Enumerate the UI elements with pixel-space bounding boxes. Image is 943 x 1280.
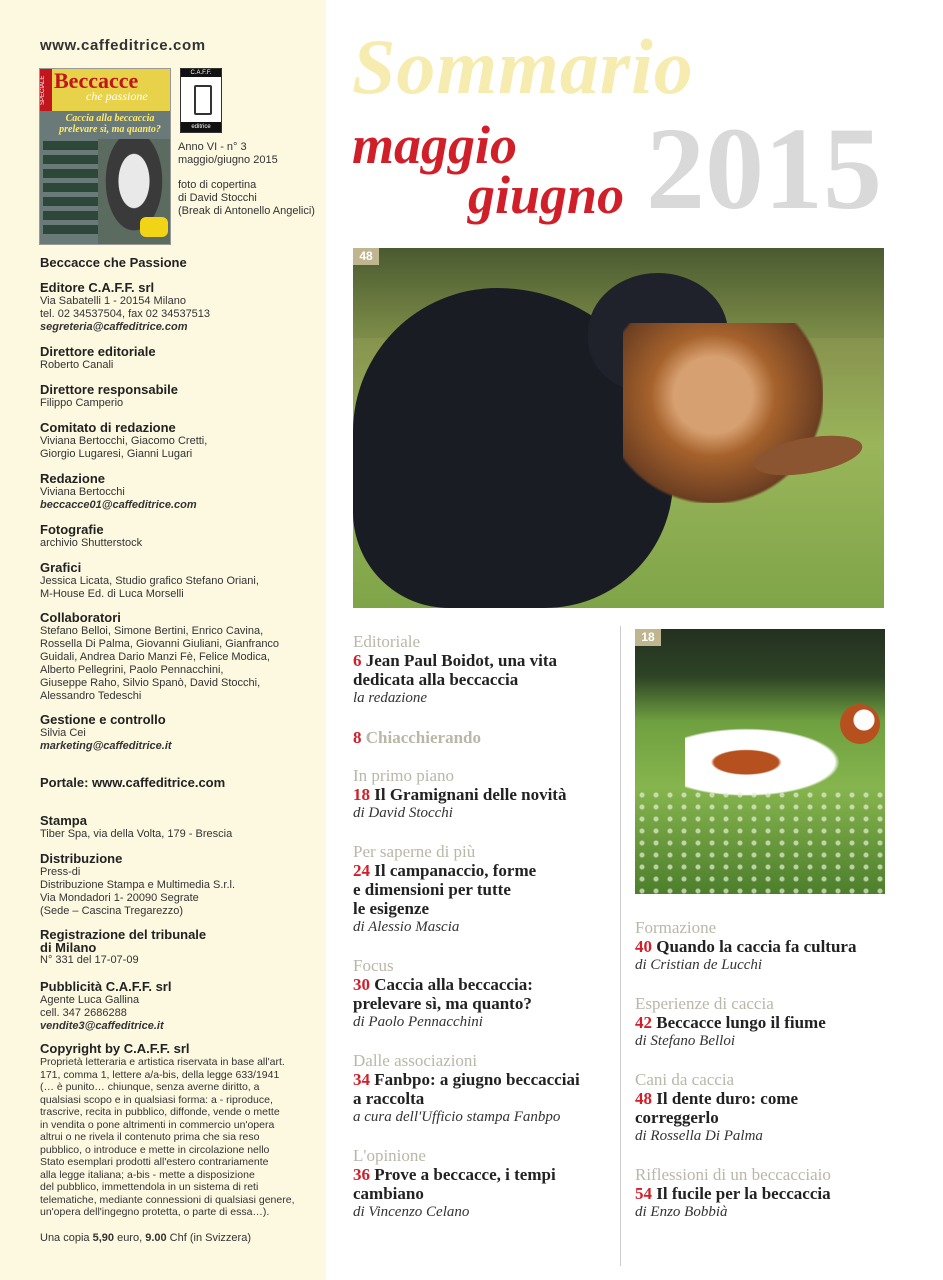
toc-title: Quando la caccia fa cultura bbox=[656, 937, 857, 956]
price-chf: 9.00 bbox=[145, 1232, 167, 1244]
gestione-name: Silvia Cei bbox=[40, 727, 86, 739]
toc-entry[interactable] bbox=[635, 918, 935, 975]
distribuzione-line: Distribuzione Stampa e Multimedia S.r.l. bbox=[40, 879, 236, 891]
toc-section: In primo piano bbox=[353, 766, 455, 785]
toc-title: Il Gramignani delle novità bbox=[374, 785, 567, 804]
main-photo-dog-with-fox bbox=[353, 248, 884, 608]
toc-page-number: 30 bbox=[353, 975, 370, 994]
stampa-block bbox=[40, 813, 320, 841]
cover-bullet bbox=[43, 211, 98, 220]
comitato-line: Viviana Bertocchi, Giacomo Cretti, bbox=[40, 435, 208, 447]
gestione-block bbox=[40, 712, 320, 753]
copyright-line: qualsiasi scopo e in qualsiasi forma: a - riproduce, bbox=[40, 1093, 273, 1106]
toc-entry[interactable] bbox=[353, 956, 618, 1032]
copyright-line: del pubblico, immettendola in un sistema di reti bbox=[40, 1181, 259, 1193]
cover-headline: Caccia alla beccaccia prelevare sì, ma quanto? bbox=[59, 113, 161, 135]
collaboratori-line: Rossella Di Palma, Giovanni Giuliani, Gianfranco bbox=[40, 638, 280, 650]
toc-page-number: 48 bbox=[635, 1089, 652, 1108]
copyright-text bbox=[40, 1056, 320, 1219]
dir-responsabile-head: Direttore responsabile bbox=[40, 382, 178, 397]
copyright-block bbox=[40, 1041, 320, 1219]
collaboratori-line: Giuseppe Raho, Silvio Spanò, David Stocchi, bbox=[40, 677, 261, 689]
toc-title: cambiano bbox=[353, 1184, 424, 1203]
copyright-line: Stato esemplari prodotti all'estero contrariamente bbox=[40, 1156, 269, 1168]
toc-title: Il fucile per la beccaccia bbox=[656, 1184, 831, 1203]
toc-author: di Alessio Mascia bbox=[353, 919, 460, 935]
registrazione-number: N° 331 del 17-07-09 bbox=[40, 954, 139, 966]
side-photo-pointer-dog bbox=[635, 629, 885, 894]
sommario-title: Sommario bbox=[352, 23, 694, 110]
toc-title: e dimensioni per tutte bbox=[353, 880, 511, 899]
toc-author: la redazione bbox=[353, 690, 428, 706]
toc-title: Jean Paul Boidot, una vita bbox=[365, 651, 558, 670]
toc-title: a raccolta bbox=[353, 1089, 425, 1108]
toc-title: Prove a beccacce, i tempi bbox=[374, 1165, 556, 1184]
issue-date: maggio/giugno 2015 bbox=[178, 154, 278, 166]
column-divider bbox=[620, 626, 621, 1266]
price-euro-unit: euro, bbox=[114, 1232, 146, 1244]
price-chf-unit: Chf (in Svizzera) bbox=[166, 1232, 251, 1244]
cover-credit-author: di David Stocchi bbox=[178, 192, 257, 204]
distribuzione-line: Press-di bbox=[40, 866, 81, 878]
toc-entry[interactable] bbox=[353, 1146, 618, 1222]
collaboratori-line: Stefano Belloi, Simone Bertini, Enrico Cavina, bbox=[40, 625, 264, 637]
cover-bullet bbox=[43, 225, 98, 234]
price-line bbox=[40, 1232, 320, 1245]
editore-block bbox=[40, 280, 320, 334]
magazine-title-text: Beccacce che Passione bbox=[40, 255, 187, 270]
toc-page-number: 34 bbox=[353, 1070, 370, 1089]
comitato-block bbox=[40, 420, 320, 461]
month-giugno: giugno bbox=[468, 165, 625, 225]
redazione-block bbox=[40, 471, 320, 512]
copyright-head: Copyright by C.A.F.F. srl bbox=[40, 1041, 190, 1056]
toc-entry[interactable] bbox=[353, 842, 618, 937]
distribuzione-line: (Sede – Cascina Tregarezzo) bbox=[40, 905, 184, 917]
collaboratori-line: Alberto Pellegrini, Paolo Pennacchini, bbox=[40, 664, 224, 676]
fotografie-source: archivio Shutterstock bbox=[40, 537, 143, 549]
registrazione-head: Registrazione del tribunale bbox=[40, 927, 207, 942]
toc-section: Riflessioni di un beccacciaio bbox=[635, 1165, 831, 1184]
toc-title: dedicata alla beccaccia bbox=[353, 670, 519, 689]
toc-section: Esperienze di caccia bbox=[635, 994, 774, 1013]
fotografie-block bbox=[40, 522, 320, 550]
redazione-email[interactable]: beccacce01@caffeditrice.com bbox=[40, 499, 197, 511]
toc-entry[interactable] bbox=[635, 994, 935, 1051]
editore-address: Via Sabatelli 1 - 20154 Milano bbox=[40, 295, 186, 307]
toc-entry[interactable] bbox=[353, 728, 618, 747]
dir-editoriale-block bbox=[40, 344, 320, 372]
toc-entry[interactable] bbox=[635, 1165, 935, 1222]
caff-logo bbox=[180, 68, 222, 133]
masthead-column bbox=[0, 0, 326, 1280]
collaboratori-line: Guidali, Andrea Dario Manzi Fè, Felice Modica, bbox=[40, 651, 270, 663]
dir-editoriale-head: Direttore editoriale bbox=[40, 344, 156, 359]
dir-responsabile-block bbox=[40, 382, 320, 410]
registrazione-head: di Milano bbox=[40, 940, 97, 955]
comitato-line: Giorgio Lugaresi, Gianni Lugari bbox=[40, 448, 193, 460]
pubblicita-agent: Agente Luca Gallina bbox=[40, 994, 140, 1006]
cover-bullet bbox=[43, 197, 98, 206]
logo-bottom-text: editrice bbox=[181, 122, 221, 132]
side-photo-page-badge: 18 bbox=[635, 629, 661, 646]
gestione-email[interactable]: marketing@caffeditrice.it bbox=[40, 740, 172, 752]
toc-title: Fanbpo: a giugno beccacciai bbox=[374, 1070, 580, 1089]
cover-bullet bbox=[43, 141, 98, 150]
copyright-line: Proprietà letteraria e artistica riservata in base all'art. bbox=[40, 1056, 285, 1068]
cover-side-tag: SPECIALE bbox=[40, 69, 52, 111]
toc-author: di David Stocchi bbox=[353, 805, 453, 821]
collaboratori-block bbox=[40, 610, 320, 703]
dir-editoriale-name: Roberto Canali bbox=[40, 359, 114, 371]
toc-page-number: 40 bbox=[635, 937, 652, 956]
copyright-line: trascrive, recita in pubblico, diffonde, vende o mette bbox=[40, 1106, 280, 1118]
copyright-line: 171, comma 1, lettere a/a-bis, della legge 633/1941 bbox=[40, 1068, 280, 1081]
issue-number: Anno VI - n° 3 bbox=[178, 141, 247, 153]
toc-title: Beccacce lungo il fiume bbox=[656, 1013, 826, 1032]
copyright-line: (… è punito… chiunque, senza averne diritto, a bbox=[40, 1081, 260, 1093]
toc-title: prelevare sì, ma quanto? bbox=[353, 994, 532, 1013]
stampa-head: Stampa bbox=[40, 813, 87, 828]
copyright-line: alla legge italiana; a-bis - mette a disposizione bbox=[40, 1168, 255, 1181]
copyright-line: in vendita o pone altrimenti in commercio un'opera bbox=[40, 1118, 275, 1131]
copyright-line: telematiche, mediante connessioni di qualsiasi genere, bbox=[40, 1193, 295, 1206]
toc-page-number: 54 bbox=[635, 1184, 652, 1203]
photo-pointer-body bbox=[685, 721, 860, 796]
main-photo-page-badge: 48 bbox=[353, 248, 379, 265]
toc-page-number: 8 bbox=[353, 728, 362, 747]
pubblicita-email[interactable]: vendite3@caffeditrice.it bbox=[40, 1020, 164, 1032]
toc-page-number: 6 bbox=[353, 651, 362, 670]
toc-section: Cani da caccia bbox=[635, 1070, 735, 1089]
photo-clover-field bbox=[635, 789, 885, 894]
website-url[interactable]: www.caffeditrice.com bbox=[40, 37, 206, 54]
toc-page-number: 24 bbox=[353, 861, 370, 880]
toc-author: di Vincenzo Celano bbox=[353, 1204, 470, 1220]
pubblicita-phone: cell. 347 2686288 bbox=[40, 1007, 127, 1019]
toc-entry[interactable] bbox=[635, 1070, 935, 1146]
registrazione-block bbox=[40, 928, 320, 967]
distribuzione-block bbox=[40, 851, 320, 918]
cover-credit-label: foto di copertina bbox=[178, 179, 257, 191]
logo-top-text: C.A.F.F. bbox=[181, 69, 221, 77]
grafici-block bbox=[40, 560, 320, 601]
cover-stamp bbox=[140, 217, 168, 237]
fotografie-head: Fotografie bbox=[40, 522, 104, 537]
toc-entry[interactable] bbox=[353, 766, 618, 823]
price-euro: 5,90 bbox=[92, 1232, 115, 1244]
gestione-head: Gestione e controllo bbox=[40, 712, 166, 727]
toc-title: Il dente duro: come bbox=[656, 1089, 799, 1108]
pubblicita-head: Pubblicità C.A.F.F. srl bbox=[40, 979, 172, 994]
toc-author: di Enzo Bobbià bbox=[635, 1204, 728, 1220]
portale-link[interactable]: Portale: www.caffeditrice.com bbox=[40, 775, 226, 790]
year-title: 2015 bbox=[646, 103, 882, 234]
editore-head: Editore C.A.F.F. srl bbox=[40, 280, 155, 295]
cover-magazine-name: Beccacce bbox=[54, 68, 139, 93]
pubblicita-block bbox=[40, 979, 320, 1033]
cover-bullet bbox=[43, 155, 98, 164]
toc-section: L'opinione bbox=[353, 1146, 426, 1165]
toc-title: Caccia alla beccaccia: bbox=[374, 975, 533, 994]
magazine-title bbox=[40, 255, 320, 270]
logo-emblem bbox=[194, 85, 212, 115]
toc-author: di Rossella Di Palma bbox=[635, 1128, 763, 1144]
collaboratori-line: Alessandro Tedeschi bbox=[40, 690, 142, 702]
toc-title: le esigenze bbox=[353, 899, 429, 918]
cover-bullet bbox=[43, 183, 98, 192]
toc-section: Editoriale bbox=[353, 632, 421, 651]
stampa-line: Tiber Spa, via della Volta, 179 - Brescia bbox=[40, 828, 233, 840]
toc-section: Per saperne di più bbox=[353, 842, 476, 861]
copyright-line: altrui o ne rivela il contenuto prima che sia reso bbox=[40, 1131, 260, 1143]
toc-page-number: 42 bbox=[635, 1013, 652, 1032]
editore-email[interactable]: segreteria@caffeditrice.com bbox=[40, 321, 188, 333]
redazione-name: Viviana Bertocchi bbox=[40, 486, 125, 498]
toc-title: Il campanaccio, forme bbox=[374, 861, 537, 880]
portale-block bbox=[40, 775, 320, 790]
cover-bullet bbox=[43, 169, 98, 178]
grafici-line: Jessica Licata, Studio grafico Stefano Oriani, bbox=[40, 575, 259, 587]
month-maggio: maggio bbox=[352, 115, 518, 175]
toc-title: correggerlo bbox=[635, 1108, 719, 1127]
photo-pointer-head bbox=[840, 704, 880, 744]
grafici-line: M-House Ed. di Luca Morselli bbox=[40, 588, 184, 600]
toc-section: Focus bbox=[353, 956, 394, 975]
dir-responsabile-name: Filippo Camperio bbox=[40, 397, 124, 409]
toc-author: di Cristian de Lucchi bbox=[635, 957, 763, 973]
toc-entry[interactable] bbox=[353, 1051, 618, 1127]
toc-section: Formazione bbox=[635, 918, 717, 937]
copyright-line: pubblico, o introduce e mette in circolazione nello bbox=[40, 1143, 270, 1156]
toc-author: a cura dell'Ufficio stampa Fanbpo bbox=[353, 1109, 561, 1125]
collaboratori-head: Collaboratori bbox=[40, 610, 121, 625]
grafici-head: Grafici bbox=[40, 560, 82, 575]
toc-author: di Stefano Belloi bbox=[635, 1033, 735, 1049]
distribuzione-line: Via Mondadori 1- 20090 Segrate bbox=[40, 892, 199, 904]
toc-entry[interactable] bbox=[353, 632, 618, 708]
cover-credit-note: (Break di Antonello Angelici) bbox=[178, 205, 315, 217]
toc-page-number: 18 bbox=[353, 785, 370, 804]
redazione-head: Redazione bbox=[40, 471, 106, 486]
toc-page-number: 36 bbox=[353, 1165, 370, 1184]
editore-phone: tel. 02 34537504, fax 02 34537513 bbox=[40, 308, 211, 320]
magazine-cover bbox=[39, 68, 171, 245]
comitato-head: Comitato di redazione bbox=[40, 420, 176, 435]
distribuzione-head: Distribuzione bbox=[40, 851, 123, 866]
toc-author: di Paolo Pennacchini bbox=[353, 1014, 483, 1030]
photo-fox bbox=[623, 323, 823, 503]
cover-magazine-sub: che passione bbox=[86, 89, 148, 103]
copyright-line: un'opera dell'ingegno protetta, o parte di essa…). bbox=[40, 1206, 270, 1218]
toc-title: Chiacchierando bbox=[365, 728, 481, 747]
price-label: Una copia bbox=[40, 1232, 93, 1244]
toc-section: Dalle associazioni bbox=[353, 1051, 478, 1070]
